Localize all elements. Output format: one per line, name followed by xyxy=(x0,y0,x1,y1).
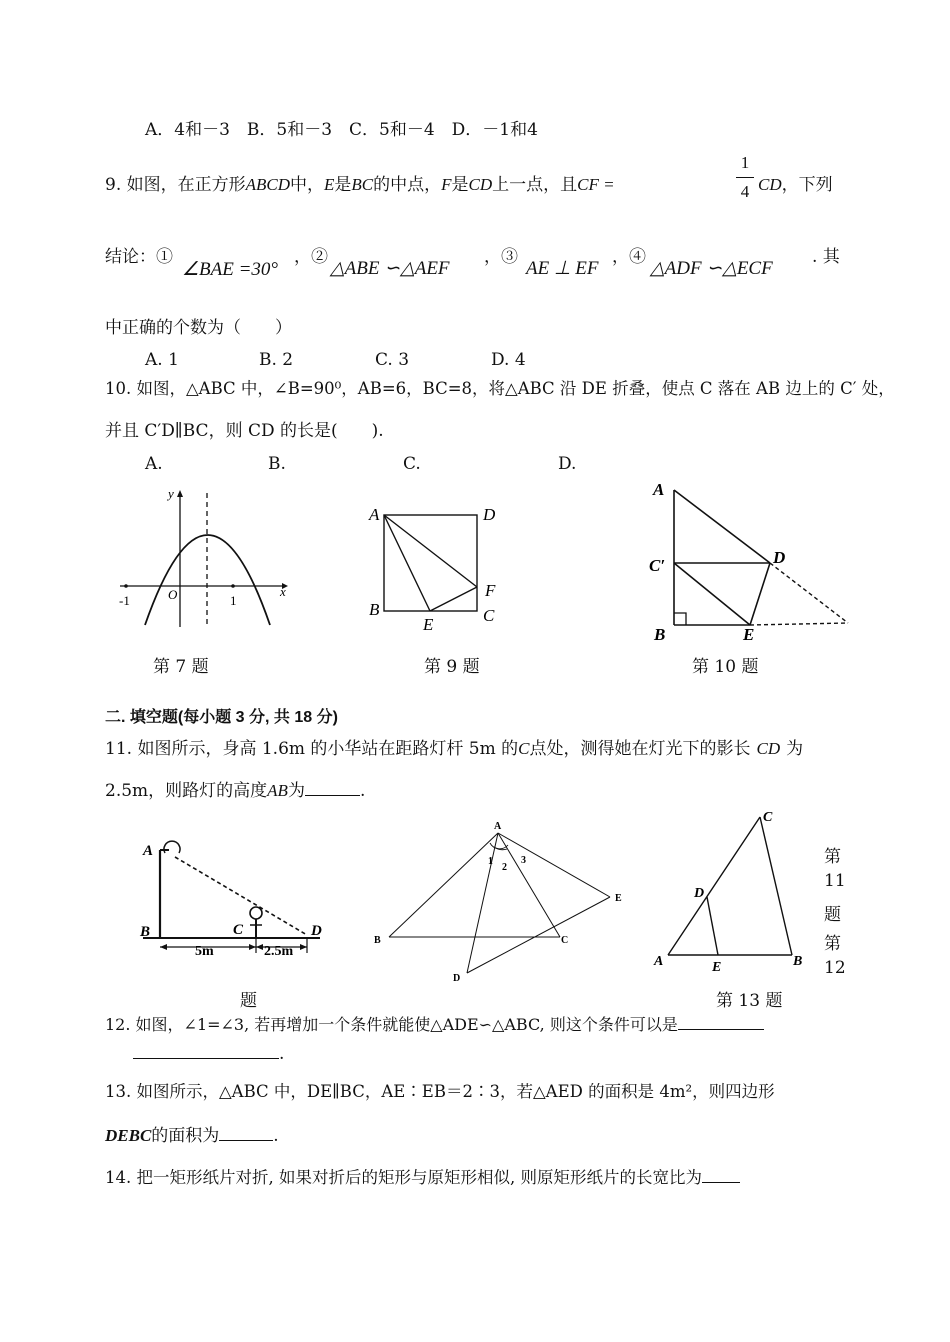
q8-options: A．4和－3 B．5和－3 C．5和－4 D．－1和4 xyxy=(145,120,538,140)
side-caption-4: 第 xyxy=(824,934,841,954)
fig13-E: E xyxy=(712,960,722,975)
fig13-B: B xyxy=(793,954,803,969)
q10-line1: 10. 如图，△ABC 中，∠B=90⁰，AB=6，BC=8，将△ABC 沿 DE 折叠，使点 C 落在 AB 边上的 C′ 处， xyxy=(105,379,895,398)
q10-option-b: B. xyxy=(268,454,286,474)
q12-answer-blank-1 xyxy=(678,1015,764,1030)
q11-line2: 2.5m，则路灯的高度AB为 . xyxy=(105,781,366,801)
fig12-angle-3: 3 xyxy=(521,855,526,866)
figure-11-caption: 题 xyxy=(240,991,257,1011)
fig12-A: A xyxy=(494,821,502,832)
figure-9-caption: 第 9 题 xyxy=(424,657,480,677)
fig7-one-label: 1 xyxy=(230,593,237,608)
q10-option-d: D. xyxy=(558,454,577,474)
fig9-D: D xyxy=(483,505,496,524)
fig10-D: D xyxy=(773,548,786,567)
q9-option-c: C. 3 xyxy=(375,350,410,370)
q12-answer-blank-2 xyxy=(133,1044,279,1059)
q9-conclusion-2: △ABE ∽△AEF xyxy=(330,258,450,279)
q14-line1: 14. 把一矩形纸片对折, 如果对折后的矩形与原矩形相似, 则原矩形纸片的长宽比为 xyxy=(105,1164,740,1188)
q9-option-d: D. 4 xyxy=(491,350,526,370)
fig12-angle-1: 1 xyxy=(488,856,493,867)
side-caption-2: 11 xyxy=(824,871,846,891)
side-caption-5: 12 xyxy=(824,958,846,978)
fig11-D: D xyxy=(311,923,322,939)
side-caption-1: 第 xyxy=(824,847,841,867)
section2-title: 二. 填空题(每小题 3 分, 共 18 分) xyxy=(105,709,338,726)
fig12-B: B xyxy=(374,935,381,946)
fig7-y-label: y xyxy=(168,486,174,501)
q9-conclusion-4: △ADF ∽△ECF xyxy=(650,258,773,279)
q12-line1: 12. 如图，∠1=∠3, 若再增加一个条件就能使△ADE∽△ABC, 则这个条件可以是 xyxy=(105,1012,764,1035)
fig12-E: E xyxy=(615,893,622,904)
q10-option-a: A. xyxy=(145,454,163,474)
fig11-distance-5m: 5m xyxy=(195,944,214,959)
fig11-B: B xyxy=(140,924,151,940)
figure-7-caption: 第 7 题 xyxy=(153,657,209,677)
figure-10-triangle xyxy=(640,475,860,645)
q9-line2-tail: . 其 xyxy=(812,247,840,267)
q9-conclusion-3-label: ，③ xyxy=(484,247,518,267)
fig12-C: C xyxy=(561,935,569,946)
fig10-B: B xyxy=(654,625,666,644)
q9-conclusion-1-label: 结论：① xyxy=(105,247,173,267)
q13-line2: DEBC的面积为 . xyxy=(105,1126,279,1146)
figure-11-streetlamp xyxy=(135,835,345,965)
q9-conclusion-3: AE ⊥ EF xyxy=(526,258,599,279)
fig7-neg1-label: -1 xyxy=(119,593,130,608)
figure-9-square xyxy=(360,500,520,640)
fig11-distance-2_5m: 2.5m xyxy=(264,944,294,959)
q10-option-c: C. xyxy=(403,454,421,474)
fig13-C: C xyxy=(763,810,773,825)
q9-option-a: A. 1 xyxy=(145,350,179,370)
q14-answer-blank xyxy=(702,1168,740,1183)
fig10-E: E xyxy=(743,625,755,644)
q9-conclusion-4-label: ，④ xyxy=(612,247,646,267)
fig7-origin-label: O xyxy=(168,587,178,602)
fig11-A: A xyxy=(143,843,154,859)
fig9-E: E xyxy=(423,615,434,634)
q9-fraction-denominator: 4 xyxy=(740,182,750,201)
fig11-C: C xyxy=(233,922,244,938)
q9-line3: 中正确的个数为（ ） xyxy=(105,318,292,338)
figure-12-triangles xyxy=(365,815,635,985)
figure-13-triangle xyxy=(650,805,810,980)
fig9-F: F xyxy=(485,581,496,600)
q11-line1: 11. 如图所示，身高 1.6m 的小华站在距路灯杆 5m 的C点处，测得她在灯光下的影长 CD 为 xyxy=(105,739,804,759)
figure-13-caption: 第 13 题 xyxy=(716,991,783,1011)
q9-conclusion-2-label: ，② xyxy=(294,247,328,267)
fig9-A: A xyxy=(369,505,380,524)
fig7-x-label: x xyxy=(280,584,286,599)
q11-answer-blank xyxy=(305,781,360,796)
q9-line1-tail: CD，下列 xyxy=(758,175,833,195)
q9-line1: 9. 如图，在正方形ABCD中，E是BC的中点，F是CD上一点，且CF = xyxy=(105,175,615,195)
q12-line2: . xyxy=(133,1044,284,1064)
side-caption-3: 题 xyxy=(824,905,841,925)
figure-10-caption: 第 10 题 xyxy=(692,657,759,677)
q9-fraction-numerator: 1 xyxy=(740,153,750,172)
q9-option-b: B. 2 xyxy=(259,350,294,370)
q10-line2: 并且 C′D∥BC，则 CD 的长是( ). xyxy=(105,421,384,441)
fig12-D: D xyxy=(453,973,461,984)
q9-conclusion-1: ∠BAE =30° xyxy=(182,259,279,280)
q9-fraction-bar xyxy=(736,177,754,178)
fig12-angle-2: 2 xyxy=(502,862,507,873)
q13-answer-blank xyxy=(219,1126,273,1141)
fig9-B: B xyxy=(369,600,380,619)
fig10-A: A xyxy=(653,480,665,499)
fig13-A: A xyxy=(654,954,664,969)
fig13-D: D xyxy=(694,886,705,901)
fig9-C: C xyxy=(483,606,495,625)
q13-line1: 13. 如图所示，△ABC 中，DE∥BC，AE∶EB＝2∶3，若△AED 的面积是 4m²，则四边形 xyxy=(105,1082,775,1101)
fig10-Cprime: C′ xyxy=(649,556,666,575)
figure-7-parabola xyxy=(110,485,310,630)
